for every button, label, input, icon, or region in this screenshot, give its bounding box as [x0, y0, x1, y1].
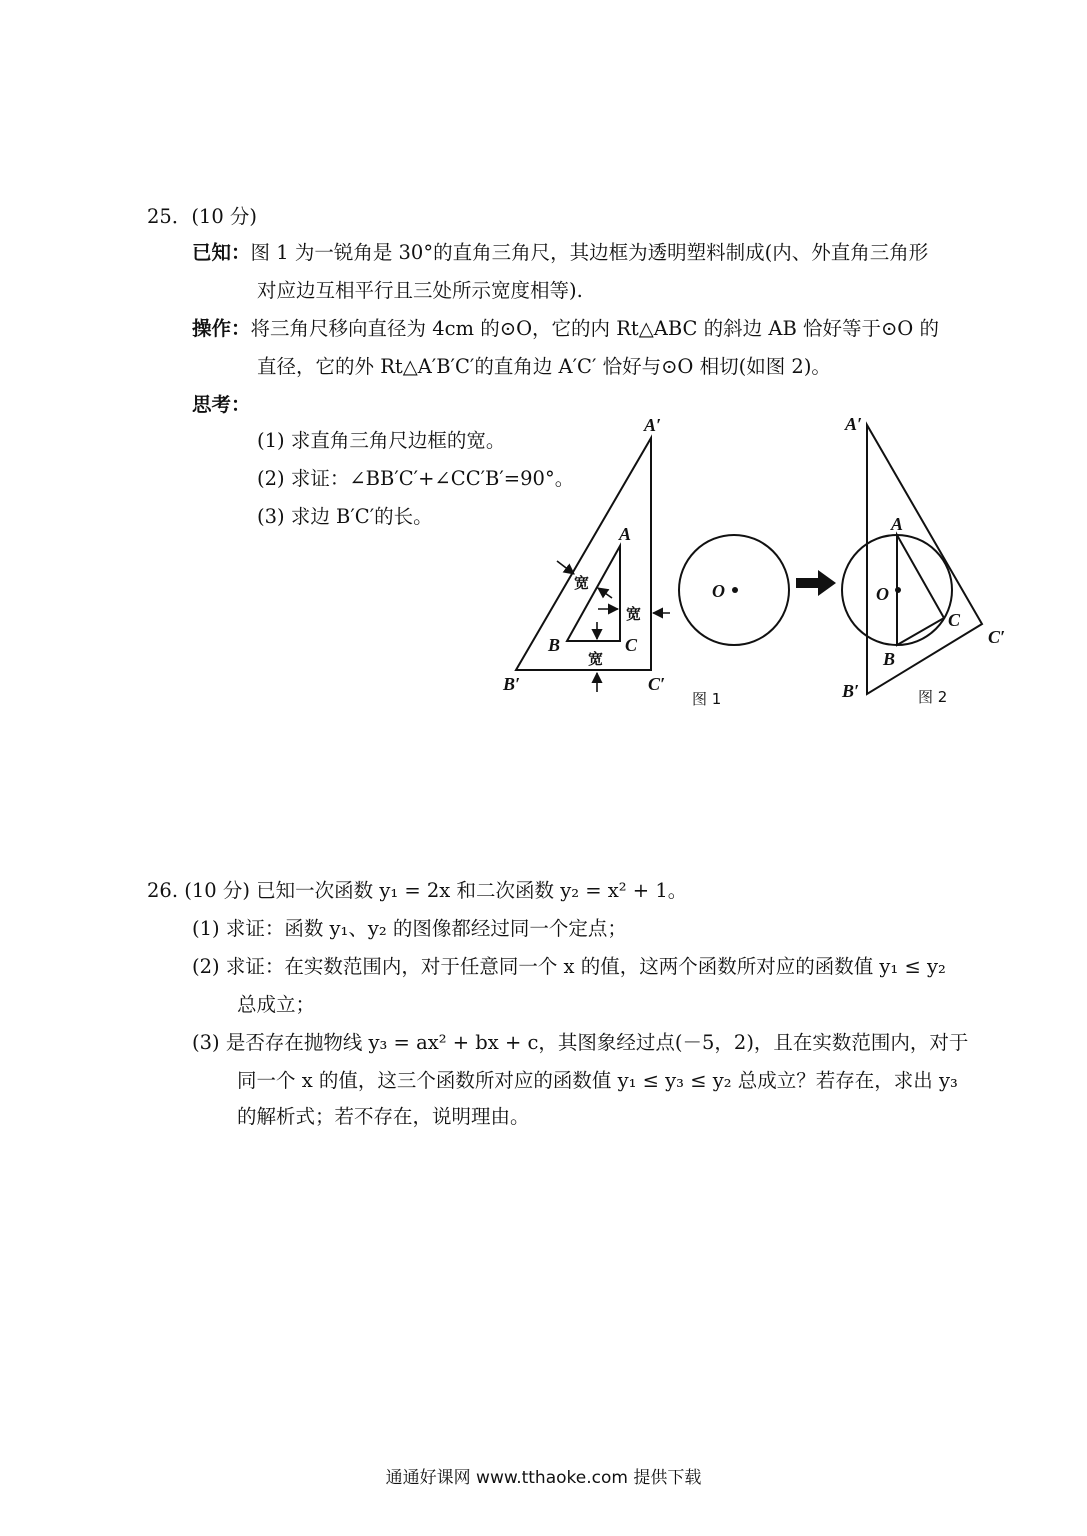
- q25-think-label: 思考：: [192, 393, 251, 416]
- q26-sub1: (1) 求证：函数 y₁、y₂ 的图像都经过同一个定点；: [192, 917, 627, 940]
- q25-header: 25．(10 分): [147, 205, 258, 228]
- fig1-label-B-prime: B′: [503, 674, 521, 694]
- fig2-caption: 图 2: [918, 688, 948, 706]
- width-arrow-hypotenuse-inner: [598, 588, 612, 598]
- fig2-label-A: A: [891, 514, 904, 534]
- width-label-right: 宽: [626, 605, 642, 623]
- q26-sub2-line2: 总成立；: [237, 993, 316, 1016]
- circle-o-standalone: [679, 535, 789, 645]
- page-footer: 通通好课网 www.tthaoke.com 提供下载: [385, 1468, 702, 1488]
- fig2-label-A-prime: A′: [845, 414, 863, 434]
- q26-sub3-line2: 同一个 x 的值，这三个函数所对应的函数值 y₁ ≤ y₃ ≤ y₂ 总成立？若存在，求出 y₃: [237, 1069, 958, 1092]
- q26-line1: 26. (10 分) 已知一次函数 y₁ = 2x 和二次函数 y₂ = x² + 1。: [147, 879, 688, 902]
- fig2-label-C: C: [948, 610, 961, 630]
- q25-sub3: (3) 求边 B′C′的长。: [257, 505, 433, 528]
- fig2-label-B: B: [883, 649, 896, 669]
- fig1-label-C: C: [625, 635, 638, 655]
- figure-1: [502, 415, 721, 708]
- fig1-label-A-prime: A′: [644, 415, 662, 435]
- fig2-label-C-prime: C′: [988, 627, 1006, 647]
- q25-given-text1: 图 1 为一锐角是 30°的直角三角尺，其边框为透明塑料制成(内、外直角三角形: [250, 241, 929, 264]
- fig2-label-O: O: [876, 584, 889, 604]
- fig1-caption: 图 1: [692, 690, 722, 708]
- q25-op-label: 操作：: [192, 317, 251, 340]
- figure-2: [841, 414, 1005, 706]
- width-label-hypotenuse: 宽: [574, 574, 590, 592]
- circle-o-center-dot: [732, 587, 738, 593]
- width-label-bottom: 宽: [588, 650, 604, 668]
- fig1-label-A: A: [619, 524, 632, 544]
- q25-given-label: 已知：: [192, 241, 251, 264]
- q25-sub2: (2) 求证：∠BB′C′+∠CC′B′=90°。: [257, 467, 575, 490]
- fig1-label-B: B: [548, 635, 561, 655]
- q25-given-line2: 对应边互相平行且三处所示宽度相等).: [257, 279, 583, 302]
- fig1-label-C-prime: C′: [648, 674, 666, 694]
- inner-triangle-fig1: [567, 546, 620, 641]
- q26-sub3-line3: 的解析式；若不存在，说明理由。: [237, 1105, 530, 1128]
- q26-sub2-line1: (2) 求证：在实数范围内，对于任意同一个 x 的值，这两个函数所对应的函数值 y₁ ≤ y₂: [192, 955, 946, 978]
- width-arrow-hypotenuse-outer: [557, 561, 574, 574]
- circle-o-fig2-center-dot: [895, 587, 901, 593]
- q25-op-line2: 直径，它的外 Rt△A′B′C′的直角边 A′C′ 恰好与⊙O 相切(如图 2)。: [257, 355, 831, 378]
- q25-sub1: (1) 求直角三角尺边框的宽。: [257, 429, 506, 452]
- q25-op-text1: 将三角尺移向直径为 4cm 的⊙O，它的内 Rt△ABC 的斜边 AB 恰好等于⊙O 的: [250, 317, 939, 340]
- q26-sub3-line1: (3) 是否存在抛物线 y₃ = ax² + bx + c，其图象经过点(－5，2)，且在实数范围内，对于: [192, 1031, 969, 1054]
- circle-o-label: O: [712, 581, 725, 601]
- fig2-label-B-prime: B′: [842, 681, 860, 701]
- transition-arrow-icon: [796, 570, 836, 596]
